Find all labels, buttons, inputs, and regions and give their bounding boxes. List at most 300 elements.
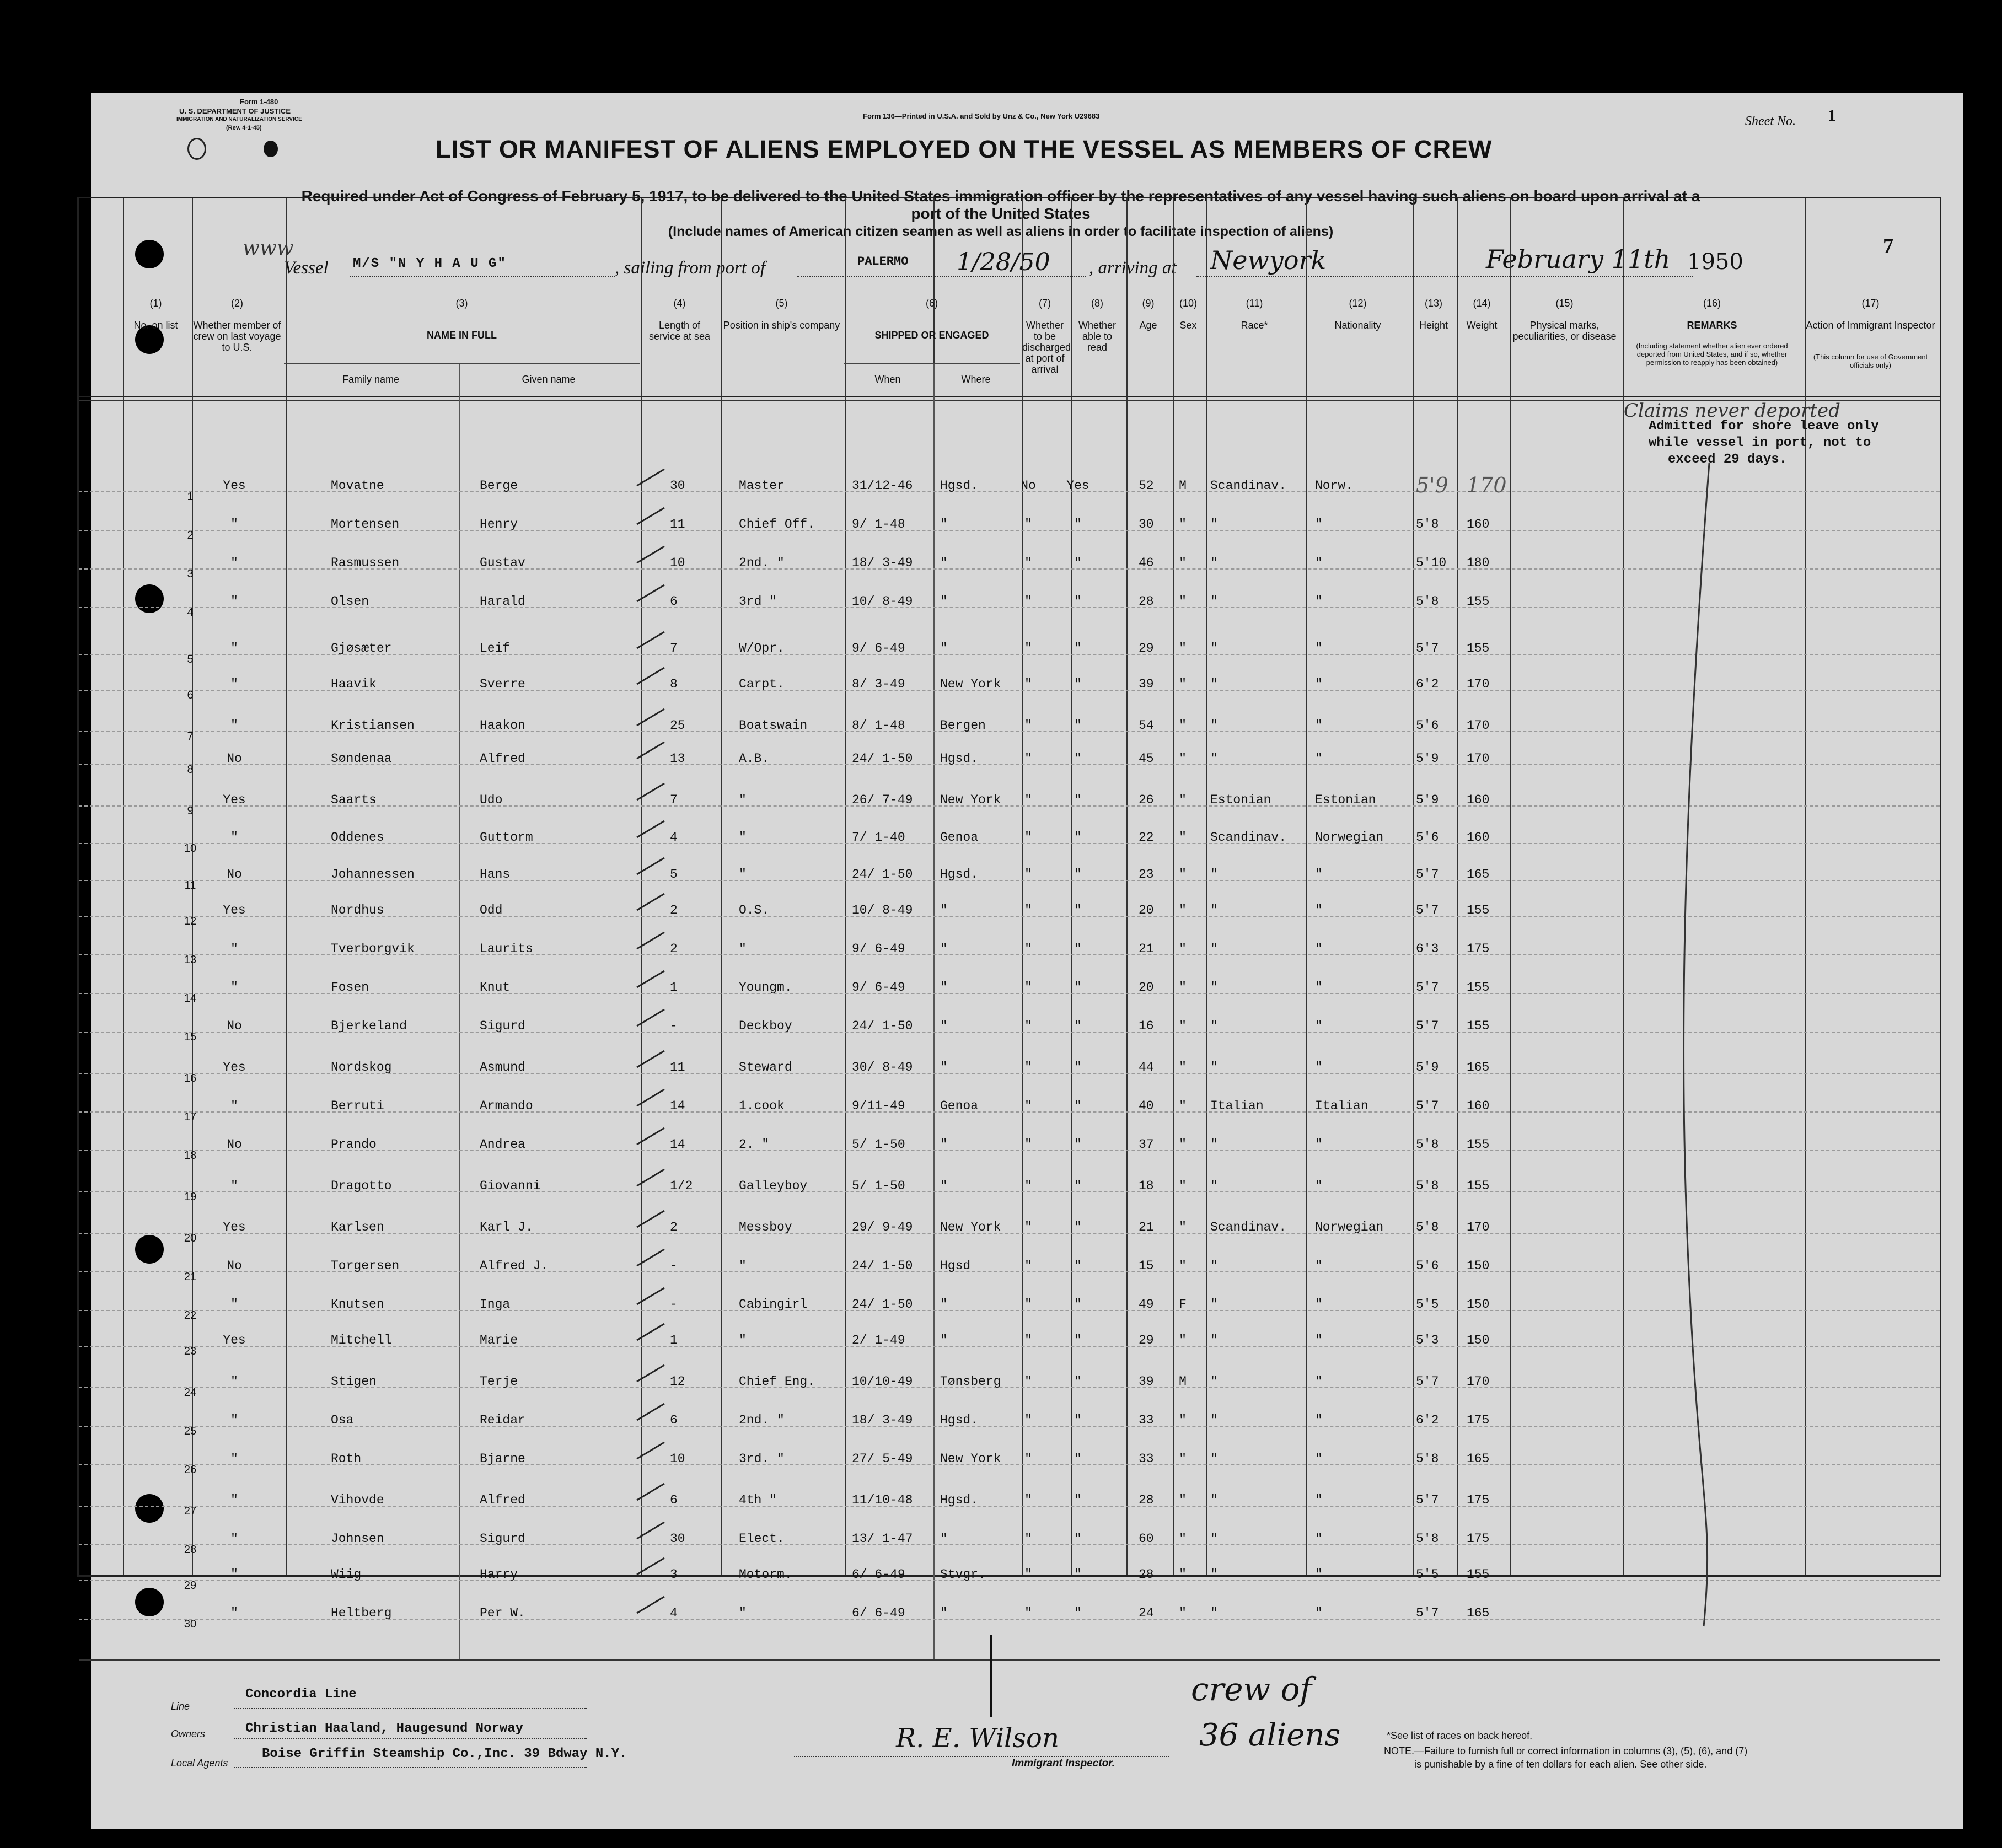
given-name: Gustav	[480, 556, 525, 570]
owners-value: Christian Haaland, Haugesund Norway	[245, 1721, 524, 1736]
service-length: 30	[670, 479, 685, 493]
check-mark	[634, 968, 667, 990]
shipped-when: 18/ 3-49	[852, 1413, 913, 1427]
prev-voyage: "	[230, 1413, 238, 1427]
row-number: 14	[184, 992, 197, 1004]
family-name: Fosen	[331, 980, 369, 995]
able-to-read: "	[1074, 1567, 1082, 1582]
row-number: 30	[184, 1618, 197, 1630]
column-divider	[721, 198, 722, 1575]
row-number: 5	[187, 653, 194, 665]
signature-dotted	[794, 1756, 1169, 1757]
able-to-read: "	[1074, 718, 1082, 733]
column-header: Position in ship's company	[723, 320, 840, 331]
column-divider	[1022, 198, 1023, 1575]
header-subrule	[284, 363, 640, 364]
weight: 155	[1467, 1567, 1490, 1582]
discharged: "	[1024, 1220, 1032, 1234]
circle-mark	[187, 138, 206, 160]
column-number: (8)	[1091, 298, 1103, 309]
sex: M	[1179, 479, 1187, 493]
sex: "	[1179, 751, 1187, 766]
age: 40	[1139, 1099, 1154, 1113]
row-number: 18	[184, 1149, 197, 1162]
family-name: Mitchell	[331, 1333, 392, 1347]
service-length: 6	[670, 1413, 678, 1427]
check-mark	[634, 629, 667, 651]
position: O.S.	[739, 903, 770, 917]
race: "	[1210, 1606, 1218, 1620]
check-mark	[634, 1167, 667, 1189]
row-number: 28	[184, 1544, 197, 1556]
column-header: Whether member of crew on last voyage to U.S.	[193, 320, 281, 353]
column-header: SHIPPED OR ENGAGED	[874, 330, 989, 341]
age: 52	[1139, 479, 1154, 493]
position: Youngm.	[739, 980, 792, 995]
shipped-when: 9/ 6-49	[852, 641, 905, 656]
age: 28	[1139, 1567, 1154, 1582]
prev-voyage: "	[230, 1179, 238, 1193]
weight: 170	[1467, 718, 1490, 733]
sex: "	[1179, 556, 1187, 570]
age: 21	[1139, 1220, 1154, 1234]
shipped-where: "	[940, 1606, 948, 1620]
service-length: 4	[670, 830, 678, 845]
subtitle-line-2: port of the United States	[911, 205, 1091, 222]
given-name-header: Given name	[522, 374, 576, 385]
line-label: Line	[171, 1701, 190, 1712]
prev-voyage: No	[227, 1259, 242, 1273]
race: "	[1210, 641, 1218, 656]
subtitle-line-3: (Include names of American citizen seamen as well as aliens in order to facilitate inspection of aliens)	[668, 224, 1334, 239]
weight: 175	[1467, 1413, 1490, 1427]
height: 5'5	[1416, 1567, 1439, 1582]
able-to-read: "	[1074, 1060, 1082, 1075]
arrival-date: February 11th	[1486, 244, 1671, 274]
nationality: "	[1315, 1606, 1323, 1620]
age: 46	[1139, 556, 1154, 570]
column-header: Action of Immigrant Inspector	[1806, 320, 1935, 331]
row-number: 13	[184, 954, 197, 966]
discharged: "	[1024, 641, 1032, 656]
check-mark	[634, 544, 667, 566]
sailing-date: 1/28/50	[957, 248, 1050, 276]
shipped-when: 10/ 8-49	[852, 594, 913, 609]
able-to-read: "	[1074, 677, 1082, 691]
shipped-where: "	[940, 556, 948, 570]
prev-voyage: "	[230, 830, 238, 845]
nationality: "	[1315, 1333, 1323, 1347]
remarks-line-2: while vessel in port, not to	[1649, 436, 1871, 450]
arrival-port: Newyork	[1210, 245, 1327, 275]
position: Galleyboy	[739, 1179, 808, 1193]
where-header: Where	[961, 374, 991, 385]
race: Italian	[1210, 1099, 1264, 1113]
height: 5'9	[1416, 751, 1439, 766]
race: "	[1210, 1452, 1218, 1466]
check-mark	[634, 1048, 667, 1070]
when-header: When	[874, 374, 901, 385]
able-to-read: "	[1074, 830, 1082, 845]
discharged: "	[1024, 1606, 1032, 1620]
position: 3rd. "	[739, 1452, 785, 1466]
sex: "	[1179, 1060, 1187, 1075]
sex: "	[1179, 594, 1187, 609]
remarks-handwritten: Claims never deported	[1624, 400, 1840, 422]
sex: "	[1179, 1413, 1187, 1427]
weight: 170	[1467, 1220, 1490, 1234]
check-mark	[634, 1087, 667, 1109]
check-mark	[634, 1481, 667, 1503]
shipped-when: 6/ 6-49	[852, 1567, 905, 1582]
column-header: Whether able to read	[1078, 320, 1117, 353]
family-name: Heltberg	[331, 1606, 392, 1620]
owners-label: Owners	[171, 1728, 206, 1739]
prev-voyage: No	[227, 1019, 242, 1033]
nationality: "	[1315, 594, 1323, 609]
able-to-read: "	[1074, 1493, 1082, 1507]
family-name: Stigen	[331, 1374, 377, 1389]
age: 29	[1139, 1333, 1154, 1347]
discharged: "	[1024, 1060, 1032, 1075]
weight: 160	[1467, 793, 1490, 807]
discharged: "	[1024, 1452, 1032, 1466]
check-mark	[634, 505, 667, 527]
able-to-read: "	[1074, 980, 1082, 995]
height: 5'9	[1416, 1060, 1439, 1075]
weight: 180	[1467, 556, 1490, 570]
check-mark	[634, 818, 667, 840]
shipped-where: New York	[940, 1452, 1001, 1466]
able-to-read: "	[1074, 594, 1082, 609]
nationality: "	[1315, 556, 1323, 570]
shipped-where: Bergen	[940, 718, 986, 733]
department: U. S. DEPARTMENT OF JUSTICE	[179, 107, 291, 115]
sex: "	[1179, 1452, 1187, 1466]
height: 5'8	[1416, 1532, 1439, 1546]
nationality: "	[1315, 718, 1323, 733]
nationality: "	[1315, 1179, 1323, 1193]
position: 2. "	[739, 1137, 770, 1152]
height: 5'3	[1416, 1333, 1439, 1347]
service-length: 10	[670, 556, 685, 570]
nationality: "	[1315, 1532, 1323, 1546]
service-name: IMMIGRATION AND NATURALIZATION SERVICE	[176, 116, 302, 122]
sex: "	[1179, 1493, 1187, 1507]
row-number: 3	[187, 568, 194, 580]
able-to-read: "	[1074, 1137, 1082, 1152]
height: 5'8	[1416, 517, 1439, 531]
age: 20	[1139, 980, 1154, 995]
shipped-when: 26/ 7-49	[852, 793, 913, 807]
shipped-where: "	[940, 903, 948, 917]
nationality: Italian	[1315, 1099, 1368, 1113]
column-header: Nationality	[1334, 320, 1381, 331]
shipped-where: Genoa	[940, 830, 979, 845]
column-number: (1)	[149, 298, 162, 309]
height: 5'9	[1416, 473, 1448, 497]
prev-voyage: "	[230, 1532, 238, 1546]
shipped-where: Stvgr.	[940, 1567, 986, 1582]
nationality: Norwegian	[1315, 1220, 1384, 1234]
sex: "	[1179, 1333, 1187, 1347]
height: 5'6	[1416, 1259, 1439, 1273]
weight: 160	[1467, 1099, 1490, 1113]
vessel-name: M/S "N Y H A U G"	[353, 256, 507, 271]
age: 33	[1139, 1413, 1154, 1427]
row-number: 19	[184, 1191, 197, 1203]
given-name: Alfred J.	[480, 1259, 549, 1273]
line-dotted	[234, 1708, 587, 1709]
race: Scandinav.	[1210, 1220, 1287, 1234]
column-number: (12)	[1349, 298, 1367, 309]
column-divider	[1510, 198, 1511, 1575]
position: Chief Eng.	[739, 1374, 815, 1389]
row-number: 8	[187, 764, 194, 776]
race: "	[1210, 1333, 1218, 1347]
able-to-read: "	[1074, 1374, 1082, 1389]
prev-voyage: Yes	[223, 1060, 246, 1075]
line-value: Concordia Line	[245, 1687, 357, 1702]
vessel-label: Vessel	[284, 258, 329, 278]
sheet-label: Sheet No.	[1745, 114, 1796, 128]
family-name: Nordhus	[331, 903, 384, 917]
height: 5'8	[1416, 1137, 1439, 1152]
age: 30	[1139, 517, 1154, 531]
nationality: "	[1315, 1297, 1323, 1312]
shipped-where: "	[940, 1297, 948, 1312]
service-length: 5	[670, 867, 678, 882]
position: W/Opr.	[739, 641, 785, 656]
able-to-read: "	[1074, 1259, 1082, 1273]
sex: M	[1179, 1374, 1187, 1389]
weight: 155	[1467, 594, 1490, 609]
remarks-line-3: exceed 29 days.	[1668, 452, 1788, 467]
row-number: 17	[184, 1111, 197, 1123]
sex: "	[1179, 830, 1187, 845]
race: Scandinav.	[1210, 479, 1287, 493]
sex: "	[1179, 718, 1187, 733]
family-name: Rasmussen	[331, 556, 400, 570]
family-name: Gjøsæter	[331, 641, 392, 656]
form-revision: (Rev. 4-1-45)	[226, 125, 262, 131]
family-name: Wiig	[331, 1567, 362, 1582]
height: 5'7	[1416, 1099, 1439, 1113]
position: 4th "	[739, 1493, 777, 1507]
position: Master	[739, 479, 785, 493]
discharged: "	[1024, 556, 1032, 570]
nationality: "	[1315, 867, 1323, 882]
row-number: 15	[184, 1031, 197, 1043]
column-divider	[1413, 198, 1414, 1575]
prev-voyage: "	[230, 677, 238, 691]
able-to-read: "	[1074, 1606, 1082, 1620]
row-number: 7	[187, 730, 194, 743]
able-to-read: "	[1074, 517, 1082, 531]
row-number: 24	[184, 1387, 197, 1399]
discharged: "	[1024, 1099, 1032, 1113]
remarks-ditto-line	[1671, 463, 1737, 1632]
nationality: "	[1315, 751, 1323, 766]
column-number: (7)	[1039, 298, 1051, 309]
race: "	[1210, 1567, 1218, 1582]
printer-line: Form 136—Printed in U.S.A. and Sold by Unz & Co., New York U29683	[863, 112, 1100, 120]
column-divider	[1306, 198, 1307, 1575]
departure-port: PALERMO	[857, 255, 909, 268]
able-to-read: "	[1074, 1099, 1082, 1113]
sex: "	[1179, 1137, 1187, 1152]
position: "	[739, 942, 747, 956]
check-mark	[634, 706, 667, 728]
service-length: 6	[670, 594, 678, 609]
given-name: Andrea	[480, 1137, 525, 1152]
race: "	[1210, 1374, 1218, 1389]
service-length: 2	[670, 1220, 678, 1234]
column-divider	[845, 198, 846, 1575]
service-length: 11	[670, 517, 685, 531]
age: 15	[1139, 1259, 1154, 1273]
prev-voyage: "	[230, 1493, 238, 1507]
able-to-read: "	[1074, 1019, 1082, 1033]
shipped-when: 29/ 9-49	[852, 1220, 913, 1234]
prev-voyage: Yes	[223, 1333, 246, 1347]
nationality: "	[1315, 517, 1323, 531]
shipped-where: "	[940, 942, 948, 956]
age: 26	[1139, 793, 1154, 807]
able-to-read: "	[1074, 793, 1082, 807]
weight: 160	[1467, 517, 1490, 531]
service-length: 1/2	[670, 1179, 693, 1193]
nationality: "	[1315, 641, 1323, 656]
shipped-when: 11/10-48	[852, 1493, 913, 1507]
row-number: 26	[184, 1464, 197, 1476]
height: 6'3	[1416, 942, 1439, 956]
corner-mark: 7	[1883, 235, 1893, 258]
family-name-header: Family name	[342, 374, 400, 385]
race: "	[1210, 1493, 1218, 1507]
position: 3rd "	[739, 594, 777, 609]
race: Estonian	[1210, 793, 1271, 807]
sex: "	[1179, 517, 1187, 531]
family-name: Berruti	[331, 1099, 384, 1113]
discharged: "	[1024, 677, 1032, 691]
age: 29	[1139, 641, 1154, 656]
shipped-where: "	[940, 517, 948, 531]
height: 5'6	[1416, 830, 1439, 845]
age: 18	[1139, 1179, 1154, 1193]
sheet-number: 1	[1828, 106, 1836, 125]
column-header: Age	[1139, 320, 1157, 331]
age: 54	[1139, 718, 1154, 733]
family-name: Mortensen	[331, 517, 400, 531]
arrival-year: 1950	[1687, 249, 1743, 275]
check-mark	[634, 1321, 667, 1343]
shipped-when: 24/ 1-50	[852, 1297, 913, 1312]
able-to-read: "	[1074, 1413, 1082, 1427]
family-name: Johannessen	[331, 867, 415, 882]
shipped-where: "	[940, 1019, 948, 1033]
family-name: Søndenaa	[331, 751, 392, 766]
position: Messboy	[739, 1220, 792, 1234]
race: "	[1210, 1532, 1218, 1546]
weight: 165	[1467, 867, 1490, 882]
given-name: Marie	[480, 1333, 518, 1347]
race: "	[1210, 903, 1218, 917]
race: "	[1210, 718, 1218, 733]
check-mark	[634, 1519, 667, 1541]
weight: 150	[1467, 1259, 1490, 1273]
given-name: Inga	[480, 1297, 511, 1312]
action-note: (This column for use of Government officials only)	[1813, 353, 1928, 369]
nationality: "	[1315, 1060, 1323, 1075]
row-number: 27	[184, 1505, 197, 1517]
position: Carpt.	[739, 677, 785, 691]
position: 1.cook	[739, 1099, 785, 1113]
age: 16	[1139, 1019, 1154, 1033]
row-number: 4	[187, 606, 194, 619]
age: 39	[1139, 677, 1154, 691]
sailing-label: , sailing from port of	[615, 258, 765, 278]
family-name: Karlsen	[331, 1220, 384, 1234]
row-number: 29	[184, 1580, 197, 1592]
weight: 155	[1467, 903, 1490, 917]
age: 20	[1139, 903, 1154, 917]
check-mark	[634, 466, 667, 488]
discharged: "	[1024, 793, 1032, 807]
race: "	[1210, 1019, 1218, 1033]
check-mark	[634, 855, 667, 877]
shipped-where: "	[940, 1179, 948, 1193]
age: 24	[1139, 1606, 1154, 1620]
nationality: "	[1315, 1137, 1323, 1152]
discharged: "	[1024, 867, 1032, 882]
family-name: Movatne	[331, 479, 384, 493]
shipped-where: Hgsd.	[940, 1493, 979, 1507]
position: Chief Off.	[739, 517, 815, 531]
nationality: "	[1315, 1452, 1323, 1466]
sex: "	[1179, 677, 1187, 691]
sex: "	[1179, 1606, 1187, 1620]
column-divider	[1126, 198, 1128, 1575]
service-length: 2	[670, 942, 678, 956]
race: "	[1210, 1413, 1218, 1427]
shipped-when: 10/ 8-49	[852, 903, 913, 917]
column-header: Length of service at sea	[648, 320, 711, 342]
column-number: (11)	[1246, 298, 1263, 309]
weight: 150	[1467, 1297, 1490, 1312]
shipped-when: 10/10-49	[852, 1374, 913, 1389]
check-mark	[634, 1594, 667, 1616]
age: 33	[1139, 1452, 1154, 1466]
shipped-where: Hgsd.	[940, 1413, 979, 1427]
column-number: (6)	[926, 298, 938, 309]
weight: 175	[1467, 1493, 1490, 1507]
position: Cabingirl	[739, 1297, 808, 1312]
column-number: (17)	[1861, 298, 1880, 309]
able-to-read: "	[1074, 867, 1082, 882]
given-name: Leif	[480, 641, 511, 656]
race: "	[1210, 1060, 1218, 1075]
family-name: Bjerkeland	[331, 1019, 407, 1033]
given-name: Berge	[480, 479, 518, 493]
check-mark	[634, 781, 667, 803]
age: 23	[1139, 867, 1154, 882]
height: 5'7	[1416, 980, 1439, 995]
nationality: "	[1315, 1493, 1323, 1507]
given-name: Udo	[480, 793, 503, 807]
prev-voyage: No	[227, 867, 242, 882]
check-mark	[634, 1208, 667, 1230]
